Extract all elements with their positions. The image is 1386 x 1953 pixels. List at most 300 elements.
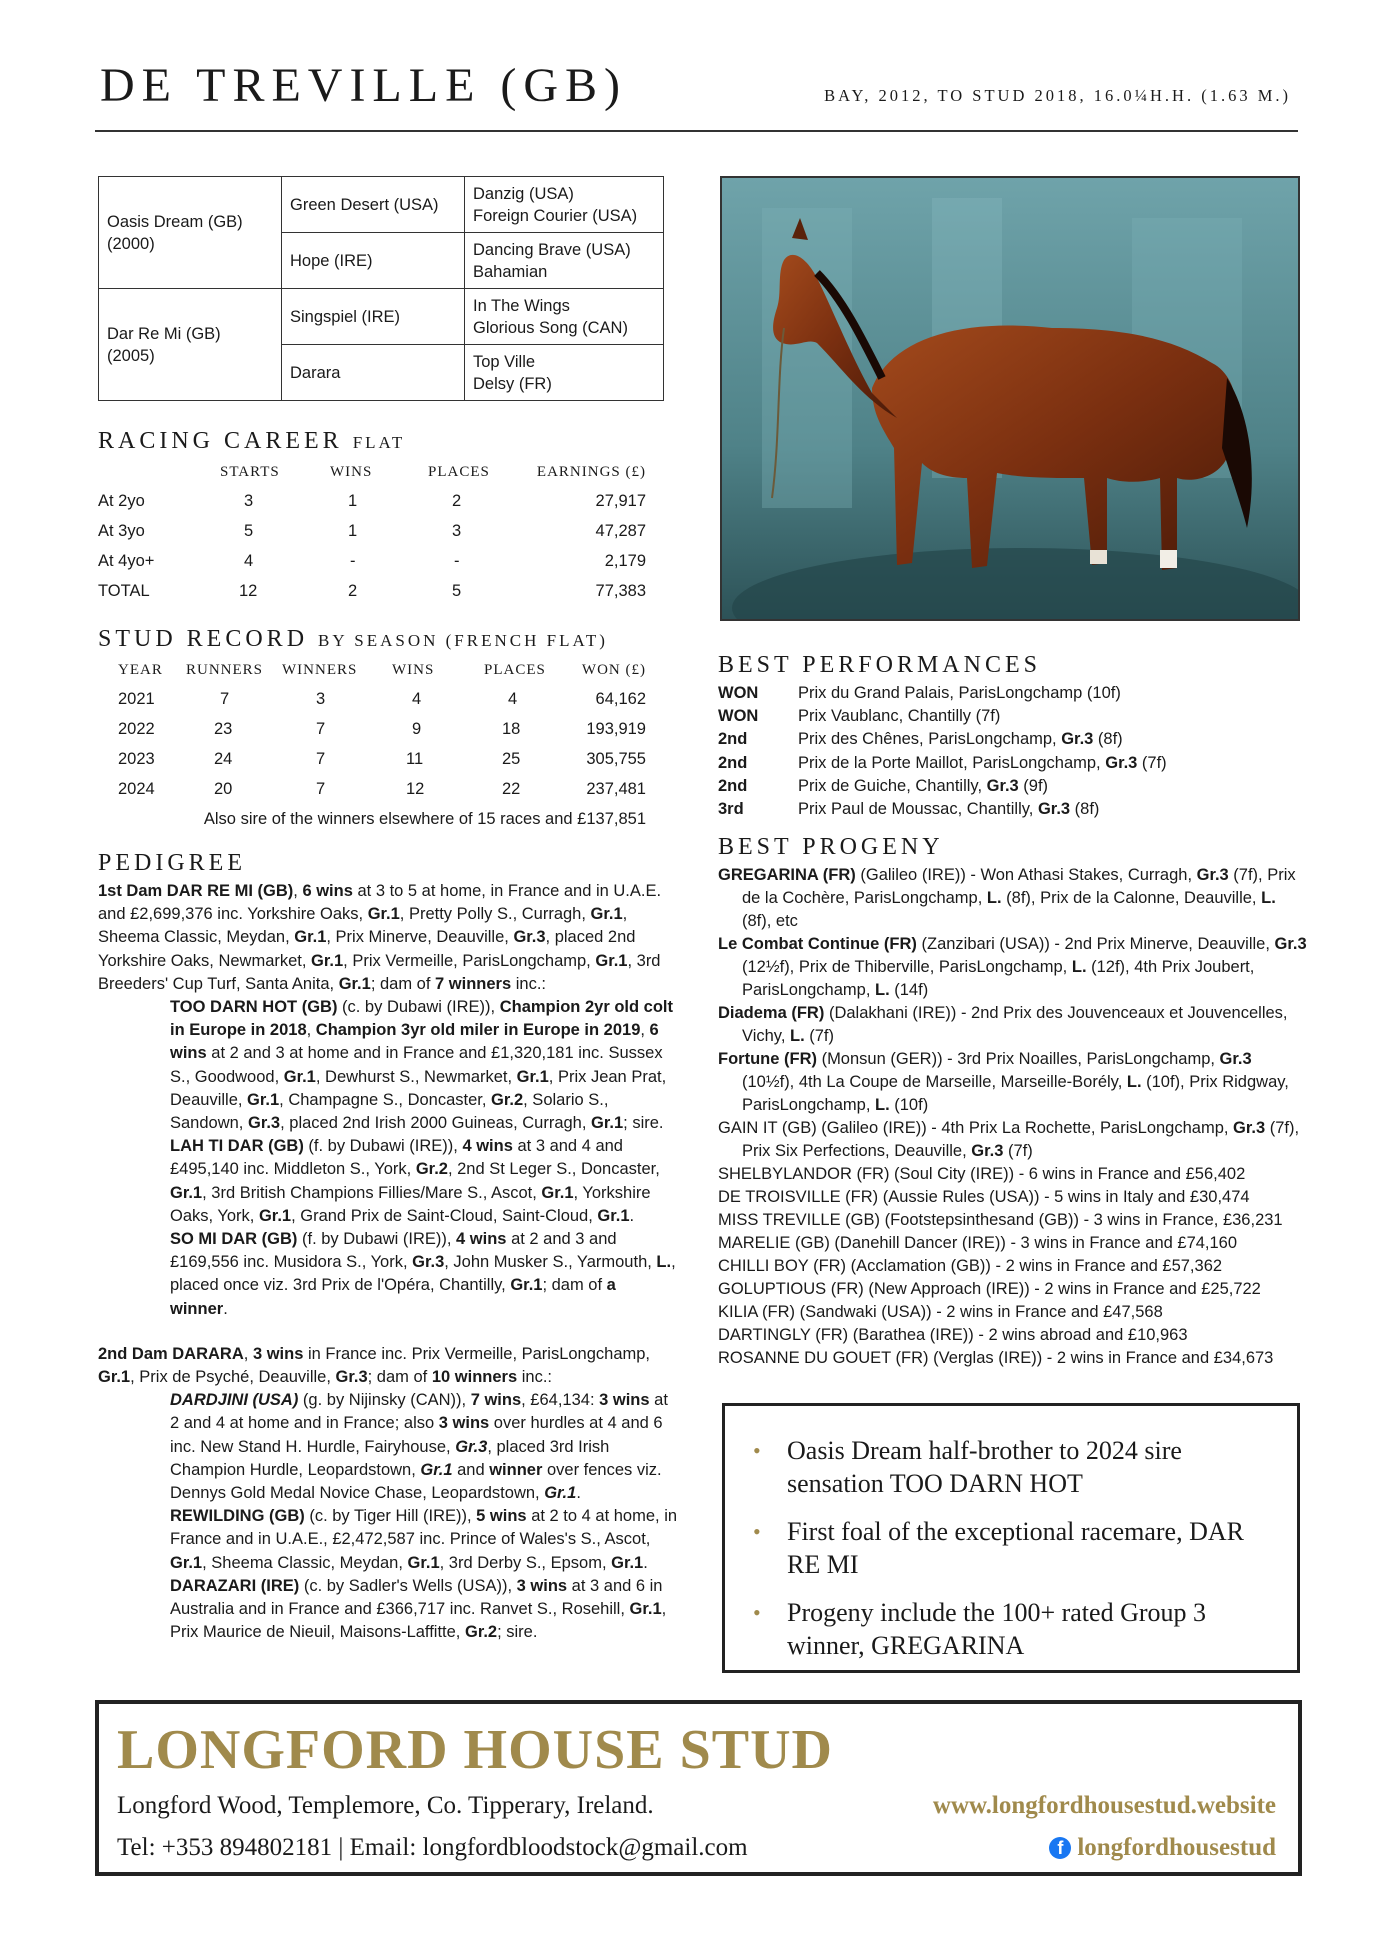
t: 3 wins xyxy=(516,1576,568,1595)
sdd-name: Bahamian xyxy=(473,262,548,281)
t: , Prix Jean Prat, Deauville, xyxy=(170,1067,667,1109)
racing-career-subtitle: FLAT xyxy=(352,433,406,452)
grade: Gr.3 xyxy=(1105,753,1138,772)
list-item xyxy=(718,705,1298,728)
t: Prix de Guiche, Chantilly, xyxy=(798,776,987,795)
grade: Gr.1 xyxy=(516,1067,549,1086)
cell-year: 2023 xyxy=(118,750,155,768)
t: , Solario S., Sandown, xyxy=(170,1090,609,1133)
table-row xyxy=(98,720,658,744)
horse-details: BAY, 2012, TO STUD 2018, 16.0¼H.H. (1.63 M.) xyxy=(824,86,1291,105)
grade: Gr.1 xyxy=(367,905,400,924)
t: , placed once viz. 3rd Prix de l'Opéra, Chantilly, xyxy=(170,1253,676,1295)
col-starts: STARTS xyxy=(220,464,280,480)
highlight-item xyxy=(749,1596,1267,1662)
t: ; dam of xyxy=(370,974,436,993)
list-item xyxy=(718,1002,1308,1048)
t: , Prix de Psyché, Deauville, xyxy=(130,1368,336,1387)
list-item: KILIA (FR) (Sandwaki (USA)) - 2 wins in France and £47,568 xyxy=(718,1303,1163,1321)
grade: Gr.3 xyxy=(1196,866,1229,884)
t: (g. by Nijinsky (CAN)), xyxy=(298,1391,471,1410)
t: . xyxy=(629,1206,635,1225)
t: 3 wins xyxy=(252,1344,304,1363)
horse-name: REWILDING (GB) xyxy=(170,1507,305,1526)
t: 4 wins xyxy=(462,1137,513,1156)
cell-year: 2021 xyxy=(118,690,155,708)
t: 7 wins xyxy=(470,1391,522,1410)
sire-name: Oasis Dream (GB) xyxy=(107,212,243,231)
t: 6 wins xyxy=(170,1021,659,1063)
grade: Gr.1 xyxy=(98,1368,131,1387)
t: (7f) xyxy=(804,1027,835,1045)
progeny-entry xyxy=(146,1135,678,1228)
cell-won: 193,919 xyxy=(586,720,646,738)
progeny-entry xyxy=(146,1389,678,1505)
position: WON xyxy=(718,684,759,702)
stud-contact[interactable]: Tel: +353 894802181 | Email: longfordbloodstock@gmail.com xyxy=(117,1834,748,1861)
grade: L. xyxy=(875,981,890,999)
race xyxy=(798,705,1000,728)
cell-places: 5 xyxy=(452,582,462,600)
progeny-entry xyxy=(146,1575,678,1645)
ds-parents-cell xyxy=(465,289,664,345)
first-dam-paragraph xyxy=(98,880,678,996)
t: Prix de la Porte Maillot, ParisLongchamp, xyxy=(798,753,1106,772)
t: , 3rd British Champions Fillies/Mare S., Ascot, xyxy=(202,1183,542,1202)
t: , placed 3rd Irish Champion Hurdle, Leopardstown, xyxy=(170,1437,610,1479)
table-header xyxy=(98,662,658,686)
sss-name: Danzig (USA) xyxy=(473,184,574,203)
t: and xyxy=(452,1460,490,1479)
highlight-text: Progeny include the 100+ rated Group 3 winner, GREGARINA xyxy=(787,1598,1207,1660)
grade: Gr.1 xyxy=(591,1114,624,1133)
horse-name: GREGARINA (FR) xyxy=(718,866,856,884)
race xyxy=(798,752,1167,775)
bullet-icon: • xyxy=(753,1519,761,1544)
t: (Monsun (GER)) - 3rd Prix Noailles, ParisLongchamp, xyxy=(816,1050,1220,1068)
grade: Gr.1 xyxy=(597,1206,630,1225)
t: , 2nd St Leger S., Doncaster, xyxy=(447,1160,660,1179)
t: (c. by Dubawi (IRE)), xyxy=(337,998,500,1017)
website-link[interactable]: www.longfordhousestud.website xyxy=(932,1792,1276,1819)
list-item xyxy=(718,933,1308,1002)
t: , Prix Maurice de Nieuil, Maisons-Laffitte, xyxy=(170,1600,667,1642)
list-item: GOLUPTIOUS (FR) (New Approach (IRE)) - 2 wins in France and £25,722 xyxy=(718,1280,1261,1298)
horse-name: LAH TI DAR (GB) xyxy=(170,1137,304,1156)
cell-runners: 7 xyxy=(220,690,230,708)
grade: Gr.3 xyxy=(1233,1119,1266,1137)
progeny-entry xyxy=(146,1228,678,1321)
cell-winners: 7 xyxy=(316,750,326,768)
t: , Sheema Classic, Meydan, xyxy=(98,905,628,947)
cell-starts: 4 xyxy=(244,552,254,570)
second-dam-label: 2nd Dam DARARA xyxy=(98,1344,244,1363)
dd-cell: Darara xyxy=(282,345,465,401)
t: at 2 and 3 at home and in France and £1,320,181 inc. Sussex S., Goodwood, xyxy=(170,1044,663,1086)
cell-won: 237,481 xyxy=(586,780,646,798)
list-item: MISS TREVILLE (GB) (Footstepsinthesand (GB)) - 3 wins in France, £36,231 xyxy=(718,1211,1283,1229)
stud-record-heading xyxy=(98,626,608,653)
t: at 2 and 4 at home and in France; also xyxy=(170,1391,668,1433)
grade: Gr.1 xyxy=(294,928,327,947)
list-item xyxy=(718,864,1308,933)
t: (8f), etc xyxy=(742,912,798,930)
position: 2nd xyxy=(718,776,748,795)
table-row xyxy=(98,582,658,606)
t: , xyxy=(306,1021,316,1040)
t: , Prix Minerve, Deauville, xyxy=(326,928,514,947)
grade: L. xyxy=(656,1253,672,1272)
grade: L. xyxy=(1071,958,1087,976)
t: Champion 3yr old miler in Europe in 2019 xyxy=(315,1021,641,1040)
t: . xyxy=(643,1553,648,1572)
cell-earnings: 47,287 xyxy=(595,522,646,540)
t: Champion 2yr old colt in Europe in 2018 xyxy=(170,998,673,1040)
col-year: YEAR xyxy=(118,662,163,678)
t: (7f), Prix de la Cochère, ParisLongchamp, xyxy=(742,866,1296,907)
sds-name: Dancing Brave (USA) xyxy=(473,240,631,259)
highlights-list xyxy=(749,1434,1267,1662)
row-label: At 2yo xyxy=(98,492,145,510)
t: , Dewhurst S., Newmarket, xyxy=(315,1067,517,1086)
t: (7f) xyxy=(1003,1142,1033,1160)
list-item xyxy=(718,798,1298,821)
header-divider xyxy=(95,130,1298,132)
t: , Yorkshire Oaks, York, xyxy=(170,1183,651,1225)
stud-record-subtitle: BY SEASON (FRENCH FLAT) xyxy=(318,631,608,650)
note-text: Also sire of the winners elsewhere of 15 races and £137,851 xyxy=(203,810,646,828)
t: at 2 to 4 at home, in France and in U.A.E., £2,472,587 inc. Prince of Wales's S., Ascot, xyxy=(170,1507,678,1549)
col-wins: WINS xyxy=(330,464,373,480)
t: (c. by Sadler's Wells (USA)), xyxy=(299,1576,517,1595)
table-row xyxy=(98,492,658,516)
highlight-item xyxy=(749,1434,1267,1500)
race xyxy=(798,682,1121,705)
t: (12f), 4th Prix Joubert, ParisLongchamp, xyxy=(742,958,1255,999)
t: inc.: xyxy=(511,974,546,993)
t: ; sire. xyxy=(497,1623,538,1642)
position: 3rd xyxy=(718,800,744,819)
grade: Gr.3 xyxy=(335,1368,368,1387)
grade: Gr.3 xyxy=(1037,800,1071,819)
cell-wins: 9 xyxy=(412,720,422,738)
grade: Gr.1 xyxy=(541,1183,574,1202)
best-performances-list xyxy=(718,682,1298,821)
t: (10f), Prix Ridgway, ParisLongchamp, xyxy=(742,1073,1289,1114)
t: at 3 to 5 at home, in France and in U.A.E. and £2,699,376 inc. Yorkshire Oaks, xyxy=(98,882,662,924)
col-winners: WINNERS xyxy=(282,662,358,678)
horse-name: Le Combat Continue (FR) xyxy=(718,935,917,953)
t: at 2 and 3 and £169,556 inc. Musidora S., York, xyxy=(170,1230,617,1272)
row-label: At 4yo+ xyxy=(98,552,155,570)
horse-name: SO MI DAR (GB) xyxy=(170,1230,298,1249)
list-item: DARTINGLY (FR) (Barathea (IRE)) - 2 wins abroad and £10,963 xyxy=(718,1326,1188,1344)
t: , John Musker S., Yarmouth, xyxy=(444,1253,657,1272)
t: , £64,134: xyxy=(521,1391,600,1410)
grade: Gr.1 xyxy=(629,1600,662,1619)
t: , xyxy=(640,1021,650,1040)
cell-starts: 3 xyxy=(244,492,254,510)
grade: Gr.1 xyxy=(544,1484,577,1503)
second-dam-paragraph xyxy=(98,1343,678,1389)
grade: Gr.3 xyxy=(1061,730,1094,749)
grade: L. xyxy=(875,1096,890,1114)
col-won: WON (£) xyxy=(581,662,646,678)
grade: Gr.3 xyxy=(986,776,1019,795)
t: (9f) xyxy=(1018,776,1049,795)
dam-year: (2005) xyxy=(107,346,155,365)
dsd-name: Glorious Song (CAN) xyxy=(473,318,628,337)
t: (Zanzibari (USA)) - 2nd Prix Minerve, Deauville, xyxy=(916,935,1275,953)
t: , Pretty Polly S., Curragh, xyxy=(399,905,591,924)
t: , xyxy=(293,882,303,900)
highlight-text: First foal of the exceptional racemare, DAR RE MI xyxy=(787,1517,1244,1579)
grade: Gr.2 xyxy=(415,1160,448,1179)
stud-address: Longford Wood, Templemore, Co. Tipperary, Ireland. xyxy=(117,1792,654,1819)
dam-name: Dar Re Mi (GB) xyxy=(107,324,221,343)
cell-wins: 11 xyxy=(406,750,424,768)
cell-earnings: 2,179 xyxy=(604,552,646,570)
t: a winner xyxy=(170,1276,616,1318)
page-title: DE TREVILLE (GB) xyxy=(100,59,628,112)
cell-places: 3 xyxy=(452,522,462,540)
t: at 3 and 4 and £495,140 inc. Middleton S., York, xyxy=(170,1137,623,1179)
dds-name: Top Ville xyxy=(473,352,536,371)
ds-cell: Singspiel (IRE) xyxy=(282,289,465,345)
t: 6 wins xyxy=(302,882,353,900)
dam-cell xyxy=(99,289,282,401)
pedigree-notes xyxy=(98,880,678,1645)
cell-places: 4 xyxy=(508,690,518,708)
highlights-box xyxy=(722,1403,1300,1673)
footer-box xyxy=(95,1700,1302,1876)
racing-career-title: RACING CAREER xyxy=(98,428,343,454)
pedigree-table xyxy=(98,176,664,401)
racing-career-heading xyxy=(98,428,405,455)
cell-places: 2 xyxy=(452,492,462,510)
grade: Gr.1 xyxy=(420,1460,453,1479)
grade: L. xyxy=(986,889,1002,907)
race xyxy=(798,798,1099,821)
progeny-entry xyxy=(146,996,678,1135)
cell-places: - xyxy=(454,552,460,570)
row-label: At 3yo xyxy=(98,522,145,540)
t: GAIN IT (GB) (Galileo (IRE)) - 4th Prix La Rochette, ParisLongchamp, xyxy=(718,1119,1234,1137)
t: ; sire. xyxy=(623,1114,664,1133)
dd-parents-cell xyxy=(465,345,664,401)
list-item xyxy=(718,728,1298,751)
grade: Gr.3 xyxy=(971,1142,1004,1160)
grade: Gr.1 xyxy=(283,1067,316,1086)
stud-record-table xyxy=(98,662,658,832)
t: (10½f), 4th La Coupe de Marseille, Marseille-Borély, xyxy=(742,1073,1127,1091)
t: , placed 2nd Irish 2000 Guineas, Curragh, xyxy=(280,1114,592,1133)
grade: Gr.1 xyxy=(590,905,623,924)
grade: Gr.2 xyxy=(491,1090,524,1109)
grade: Gr.1 xyxy=(510,1276,543,1295)
sire-year: (2000) xyxy=(107,234,155,253)
grade: Gr.3 xyxy=(455,1437,488,1456)
t: 10 winners xyxy=(431,1368,518,1387)
position: 2nd xyxy=(718,730,748,749)
table-row xyxy=(98,780,658,804)
t: ; dam of xyxy=(542,1276,607,1295)
col-wins: WINS xyxy=(392,662,435,678)
t: . xyxy=(576,1484,581,1503)
cell-runners: 24 xyxy=(214,750,233,768)
cell-earnings: 77,383 xyxy=(595,582,646,600)
sire-cell xyxy=(99,177,282,289)
stud-record-title: STUD RECORD xyxy=(98,626,309,652)
t: (Galileo (IRE)) - Won Athasi Stakes, Curragh, xyxy=(855,866,1197,884)
stud-name: LONGFORD HOUSE STUD xyxy=(117,1719,833,1781)
t: , xyxy=(243,1344,253,1363)
highlight-item xyxy=(749,1515,1267,1581)
col-runners: RUNNERS xyxy=(186,662,264,678)
grade: L. xyxy=(790,1027,805,1045)
cell-winners: 3 xyxy=(316,690,326,708)
list-item xyxy=(718,1048,1308,1117)
t: (7f), Prix Six Perfections, Deauville, xyxy=(742,1119,1300,1160)
position: 2nd xyxy=(718,753,748,772)
t: 3 wins xyxy=(438,1414,490,1433)
cell-starts: 5 xyxy=(244,522,254,540)
facebook-link[interactable] xyxy=(1049,1834,1276,1862)
t: (Dalakhani (IRE)) - 2nd Prix des Jouvenceaux et Jouvencelles, Vichy, xyxy=(742,1004,1288,1045)
t: 7 winners xyxy=(435,974,512,993)
list-item: DE TROISVILLE (FR) (Aussie Rules (USA)) - 5 wins in Italy and £30,474 xyxy=(718,1188,1250,1206)
cell-won: 64,162 xyxy=(595,690,646,708)
t: 3 wins xyxy=(599,1391,650,1410)
table-row xyxy=(98,552,658,576)
stud-record-note xyxy=(98,810,658,834)
bullet-icon: • xyxy=(753,1600,761,1625)
best-performances-heading: BEST PERFORMANCES xyxy=(718,652,1041,678)
grade: Gr.1 xyxy=(407,1553,440,1572)
progeny-entry xyxy=(146,1505,678,1575)
cell-wins: 1 xyxy=(348,492,358,510)
t: in France inc. Prix Vermeille, ParisLongchamp, xyxy=(303,1344,651,1363)
grade: Gr.1 xyxy=(170,1553,203,1572)
t: inc.: xyxy=(517,1368,552,1387)
t: Prix des Chênes, ParisLongchamp, xyxy=(798,730,1062,749)
t: , placed 2nd Yorkshire Oaks, Newmarket, xyxy=(98,928,636,970)
grade: Gr.1 xyxy=(247,1090,280,1109)
t: (14f) xyxy=(889,981,929,999)
grade: Gr.1 xyxy=(258,1206,292,1225)
horse-name: DARAZARI (IRE) xyxy=(170,1576,300,1595)
t: at 3 and 6 in Australia and in France and £366,717 inc. Ranvet S., Rosehill, xyxy=(170,1576,663,1619)
cell-winners: 7 xyxy=(316,720,326,738)
cell-wins: 1 xyxy=(348,522,358,540)
t: (f. by Dubawi (IRE)), xyxy=(303,1137,463,1156)
cell-wins: - xyxy=(350,552,356,570)
horse-illustration xyxy=(722,178,1300,621)
list-item xyxy=(718,752,1298,775)
horse-name: DARDJINI (USA) xyxy=(170,1391,299,1410)
cell-runners: 20 xyxy=(214,780,233,798)
t: , Champagne S., Doncaster, xyxy=(279,1090,492,1109)
grade: Gr.2 xyxy=(464,1623,498,1642)
t: (c. by Tiger Hill (IRE)), xyxy=(304,1507,477,1526)
cell-earnings: 27,917 xyxy=(595,492,646,510)
ss-cell: Green Desert (USA) xyxy=(282,177,465,233)
col-earnings: EARNINGS (£) xyxy=(536,464,646,480)
t: Prix Vaublanc, Chantilly (7f) xyxy=(798,707,1001,726)
dss-name: In The Wings xyxy=(473,296,570,315)
horse-name: TOO DARN HOT (GB) xyxy=(170,998,338,1017)
cell-year: 2024 xyxy=(118,780,155,798)
cell-runners: 23 xyxy=(214,720,233,738)
horse-name: Diadema (FR) xyxy=(718,1004,825,1022)
list-item: SHELBYLANDOR (FR) (Soul City (IRE)) - 6 wins in France and £56,402 xyxy=(718,1165,1246,1183)
t: over hurdles at 4 and 6 inc. New Stand H. Hurdle, Fairyhouse, xyxy=(170,1414,663,1456)
ddd-name: Delsy (FR) xyxy=(473,374,552,393)
table-header xyxy=(98,464,658,488)
grade: Gr.3 xyxy=(513,928,546,947)
t: , 3rd Breeders' Cup Turf, Santa Anita, xyxy=(98,951,661,993)
t: , 3rd Derby S., Epsom, xyxy=(439,1553,612,1572)
list-item: ROSANNE DU GOUET (FR) (Verglas (IRE)) - 2 wins in France and £34,673 xyxy=(718,1349,1274,1367)
grade: L. xyxy=(1261,889,1276,907)
t: (f. by Dubawi (IRE)), xyxy=(297,1230,457,1249)
list-item xyxy=(718,775,1298,798)
list-item: MARELIE (GB) (Danehill Dancer (IRE)) - 3 wins in France and £74,160 xyxy=(718,1234,1238,1252)
t: (12½f), Prix de Thiberville, ParisLongchamp, xyxy=(742,958,1072,976)
list-item xyxy=(718,1117,1308,1163)
cell-year: 2022 xyxy=(118,720,155,738)
t: , Grand Prix de Saint-Cloud, Saint-Cloud, xyxy=(291,1206,598,1225)
cell-wins: 12 xyxy=(406,780,425,798)
facebook-icon: f xyxy=(1049,1837,1071,1859)
best-progeny-list xyxy=(718,864,1308,1370)
best-progeny-heading: BEST PROGENY xyxy=(718,834,944,860)
table-row xyxy=(98,750,658,774)
position: WON xyxy=(718,707,759,726)
first-dam-label: 1st Dam DAR RE MI (GB) xyxy=(98,882,294,900)
grade: Gr.3 xyxy=(412,1253,445,1272)
t: Prix Paul de Moussac, Chantilly, xyxy=(798,800,1038,819)
horse-photo xyxy=(720,176,1300,621)
t: (8f) xyxy=(1070,800,1100,819)
list-item xyxy=(718,682,1298,705)
race xyxy=(798,728,1123,751)
t: (7f) xyxy=(1137,753,1167,772)
t: (8f) xyxy=(1093,730,1123,749)
t: . xyxy=(223,1299,228,1318)
grade: L. xyxy=(1126,1073,1142,1091)
pedigree-heading: PEDIGREE xyxy=(98,850,246,876)
cell-places: 25 xyxy=(502,750,521,768)
row-label: TOTAL xyxy=(98,582,150,600)
grade: Gr.1 xyxy=(311,951,344,970)
t: , Sheema Classic, Meydan, xyxy=(202,1553,408,1572)
table-row xyxy=(98,522,658,546)
t: 5 wins xyxy=(476,1507,527,1526)
highlight-text: Oasis Dream half-brother to 2024 sire sensation TOO DARN HOT xyxy=(787,1436,1182,1498)
sd-parents-cell xyxy=(465,233,664,289)
t: (8f), Prix de la Calonne, Deauville, xyxy=(1001,889,1262,907)
t: , Prix Vermeille, ParisLongchamp, xyxy=(343,951,596,970)
grade: Gr.1 xyxy=(170,1183,203,1202)
cell-places: 22 xyxy=(502,780,521,798)
grade: Gr.1 xyxy=(611,1553,644,1572)
col-places: PLACES xyxy=(484,662,546,678)
cell-won: 305,755 xyxy=(586,750,646,768)
ssd-name: Foreign Courier (USA) xyxy=(473,206,638,225)
grade: Gr.1 xyxy=(338,974,371,993)
cell-starts: 12 xyxy=(239,582,258,600)
